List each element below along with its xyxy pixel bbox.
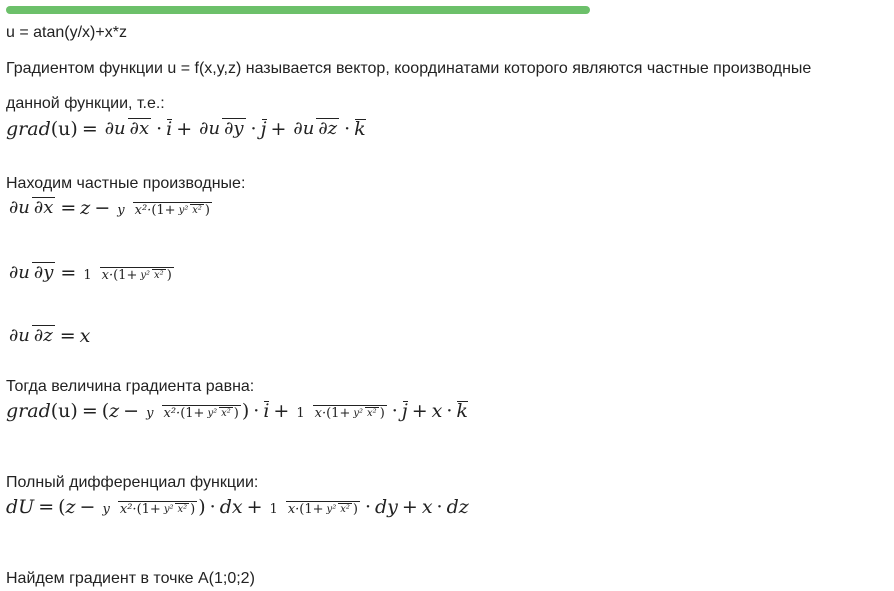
partial-z-formula: ∂u ∂z = x xyxy=(9,325,91,347)
function-definition: u = atan(y/x)+x*z xyxy=(6,24,127,41)
intro-text-line-2: данной функции, т.е.: xyxy=(6,95,165,112)
magnitude-heading: Тогда величина градиента равна: xyxy=(6,378,255,395)
intro-text-line-1: Градиентом функции u = f(x,y,z) называется вектор, координатами которого являются частные производные xyxy=(6,60,812,77)
partial-x-formula: ∂u ∂x = z − y x²·(1+ y² x² ) xyxy=(9,197,210,219)
partials-heading: Находим частные производные: xyxy=(6,175,246,192)
partial-y-formula: ∂u ∂y = 1 x·(1+ y² x² ) xyxy=(9,262,172,284)
differential-heading: Полный дифференциал функции: xyxy=(6,474,259,491)
gradient-definition-formula: grad (u) = ∂u ∂x · i + ∂u ∂y · j + ∂u ∂z · k xyxy=(6,118,366,140)
point-heading: Найдем градиент в точке A(1;0;2) xyxy=(6,570,255,587)
gradient-value-formula: grad (u) = ( z − y x²·(1+ y² x² ) ) · i + 1 x·(1+ y² x² ) · j + x · k xyxy=(6,400,468,422)
top-progress-bar xyxy=(6,6,590,14)
total-differential-formula: dU = ( z − y x²·(1+ y² x² ) ) · dx + 1 x·(1+ y² x² ) · dy + x · dz xyxy=(6,496,469,518)
